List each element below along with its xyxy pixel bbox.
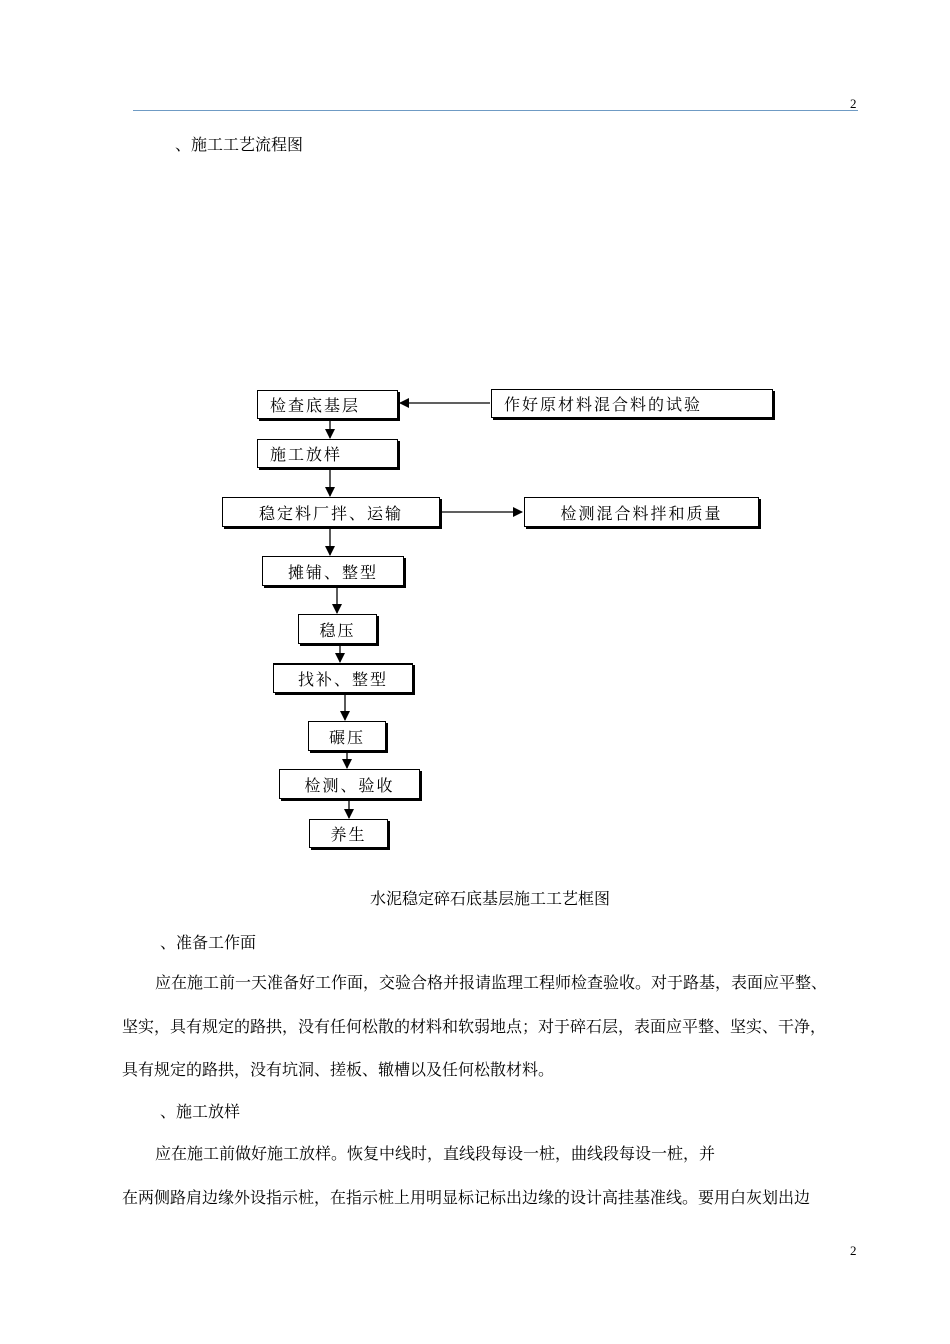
step-check-base: 检查底基层 (257, 390, 398, 419)
step-inspect: 检测、验收 (279, 769, 420, 799)
footer-page-number: 2 (850, 1243, 857, 1258)
step-stabilize: 稳压 (298, 614, 377, 644)
layout-line-2: 在两侧路肩边缘外设指示桩，在指示桩上用明显标记标出边缘的设计高挂基准线。要用白灰划出边 (122, 1188, 811, 1207)
step-layout: 施工放样 (257, 439, 398, 468)
step-spread: 摊铺、整型 (262, 556, 404, 586)
header-page-number: 2 (850, 96, 857, 111)
flowchart-caption: 水泥稳定碎石底基层施工工艺框图 (370, 889, 611, 908)
section-title-prep: 、准备工作面 (160, 933, 257, 952)
step-material-test: 作好原材料混合料的试验 (491, 389, 773, 418)
step-mix-transport: 稳定料厂拌、运输 (222, 497, 440, 527)
prep-line-2: 坚实，具有规定的路拱，没有任何松散的材料和软弱地点；对于碎石层，表面应平整、坚实、干净， (122, 1017, 827, 1036)
prep-line-1: 应在施工前一天准备好工作面，交验合格并报请监理工程师检查验收。对于路基，表面应平整、 (155, 973, 828, 992)
step-patch: 找补、整型 (273, 663, 413, 693)
layout-line-1: 应在施工前做好施工放样。恢复中线时，直线段每设一桩，曲线段每设一桩，并 (155, 1144, 716, 1163)
prep-line-3: 具有规定的路拱，没有坑洞、搓板、辙槽以及任何松散材料。 (122, 1060, 555, 1079)
step-roll: 碾压 (308, 721, 386, 751)
section-title-flowchart: 、施工工艺流程图 (175, 135, 304, 154)
step-cure: 养生 (309, 819, 388, 848)
step-check-mix: 检测混合料拌和质量 (524, 497, 759, 527)
section-title-layout: 、施工放样 (160, 1102, 241, 1121)
